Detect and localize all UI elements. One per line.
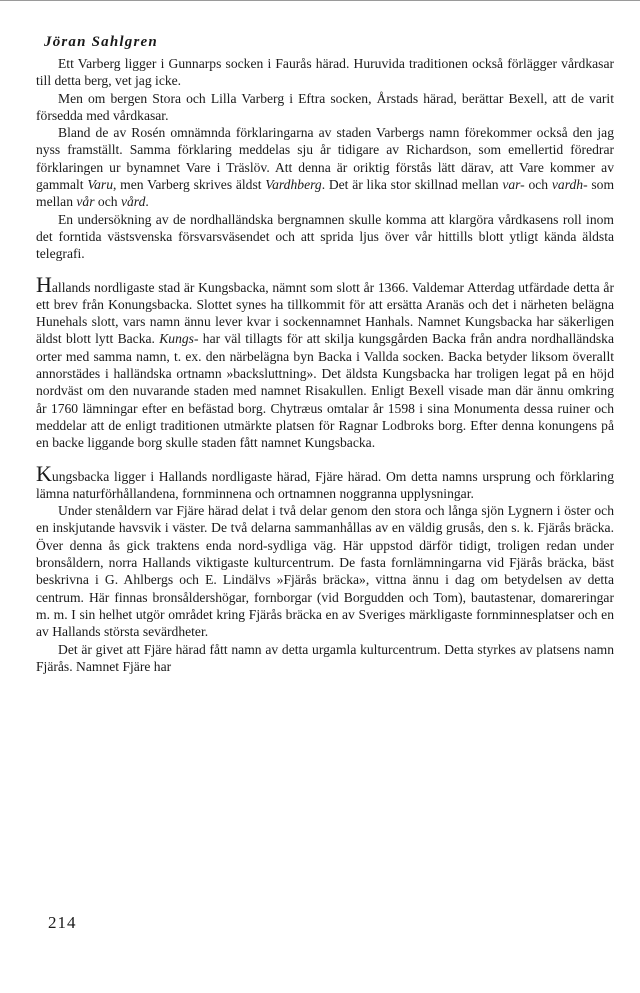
text-section <box>36 460 614 676</box>
article-text <box>36 55 614 675</box>
text-run: allands nordligaste stad är Kungsbacka, nämnt som slott år 1366. Valdemar Atterdag utfärdade detta år ett brev från Konungsbacka. Slottet synes ha tillkommit för att ersätta Aranäs och det i närheten belägna Hunehals slott, vars namn ännu lever kvar i sockennamnet Hanhals. Namnet Kungsbacka har säkerligen äldst blott lytt Backa. <box>36 279 614 347</box>
page-number: 214 <box>48 913 77 932</box>
italic-term: vardh- <box>551 177 588 193</box>
text-run: Men om bergen Stora och Lilla Varberg i Eftra socken, Årstads härad, berättar Bexell, att de varit försedda med vårdkasar. <box>36 90 614 123</box>
text-run: En undersökning av de nordhalländska bergnamnen skulle komma att klargöra vårdkasens roll inom det forntida västsvenska försvarsväsendet och att sprida ljus över vår hittills blott ytligt kända äldsta telegrafi. <box>36 211 614 262</box>
italic-term: vård <box>120 194 146 210</box>
text-run: har väl tillagts för att skilja kungsgården Backa från andra nordhalländska orter med samma namn, t. ex. den närbelägna byn Backa i Vallda socken. Backa betyder liksom överallt annorstädes i halländska ortnamn »backsluttning». Det äldsta Kungsbacka har troligen legat på en höjd nordväst om den nuvarande staden med namnet Risakullen. Enligt Bexell visade man där ännu omkring år 1760 lämningar efter en befästad borg. Chytræus omtalar år 1598 i sina Monumenta dessa ruiner och meddelar att de enligt traditionen utmärkte platsen för Ragnar Lodbroks borg. Efter denna konungens på en backe liggande borg skulle staden fått namnet Kungsbacka. <box>36 331 614 451</box>
text-run: Ett Varberg ligger i Gunnarps socken i Faurås härad. Huruvida traditionen också förlägger vårdkasar till detta berg, vet jag icke. <box>36 56 614 89</box>
text-run: . <box>145 194 149 210</box>
text-section <box>36 55 614 263</box>
initial-letter: K <box>36 460 52 486</box>
italic-term: Varu <box>87 177 114 193</box>
running-header-author: Jöran Sahlgren <box>44 34 158 50</box>
italic-term: Kungs- <box>159 331 199 347</box>
paragraph <box>36 271 614 452</box>
text-run: . Det är lika stor skillnad mellan <box>321 177 503 193</box>
italic-term: vår <box>76 194 95 210</box>
italic-term: var- <box>502 177 525 193</box>
paragraph <box>36 211 614 263</box>
paragraph <box>36 90 614 125</box>
text-run: och <box>524 177 552 193</box>
text-run: som mellan <box>36 177 615 210</box>
text-run: Bland de av Rosén omnämnda förklaringarna av staden Varbergs namn förekommer också den jag nyss framställt. Samma förklaring meddelas sju år tidigare av Richardson, som emellertid föredrar förklaringen ur bynamnet Vare i Träslöv. Att denna är oriktig förstås lätt därav, att Vare kommer av gammalt <box>36 125 614 193</box>
italic-term: Vardhberg <box>265 177 322 193</box>
paragraph <box>36 502 614 640</box>
paragraph <box>36 124 614 210</box>
top-rule <box>0 0 640 1</box>
page-body <box>36 24 614 675</box>
text-section <box>36 271 614 452</box>
text-run: och <box>94 194 121 210</box>
paragraph <box>36 641 614 676</box>
initial-letter: H <box>36 271 52 297</box>
paragraph <box>36 55 614 90</box>
text-run: Under stenåldern var Fjäre härad delat i två delar genom den stora och långa sjön Lygnern i öster och en inskjutande havsvik i väster. De två delarna sammanhållas av en väldig grusås, den s. k. Fjärås bräcka. Över denna ås gick traktens enda nord-sydliga väg. Här uppstod därför tidigt, troligen redan under bronsåldern, norra Hallands viktigaste kulturcentrum. De fasta fornlämningarna vid Fjärås bräcka, bäst beskrivna i G. Ahlbergs och E. Lindälvs »Fjärås bräcka», vittna ännu i dag om betydelsen av detta centrum. Här finnas bronsåldershögar, fornborgar (vid Borgudden och Tom), bautastenar, domareringar m. m. I sin helhet utgör området kring Fjärås bräcka en av Sveriges märkligaste fornminnesplatser och en av Hallands största sevärdheter. <box>36 503 614 640</box>
text-run: , men Varberg skrives äldst <box>113 177 266 193</box>
text-run: ungsbacka ligger i Hallands nordligaste härad, Fjäre härad. Om detta namns ursprung och förklaring lämna naturförhållandena, fornminnena och ortnamnen noggranna upplysningar. <box>36 468 614 501</box>
text-run: Det är givet att Fjäre härad fått namn av detta urgamla kulturcentrum. Detta styrkes av platsens namn Fjärås. Namnet Fjäre har <box>36 641 614 674</box>
paragraph <box>36 460 614 503</box>
